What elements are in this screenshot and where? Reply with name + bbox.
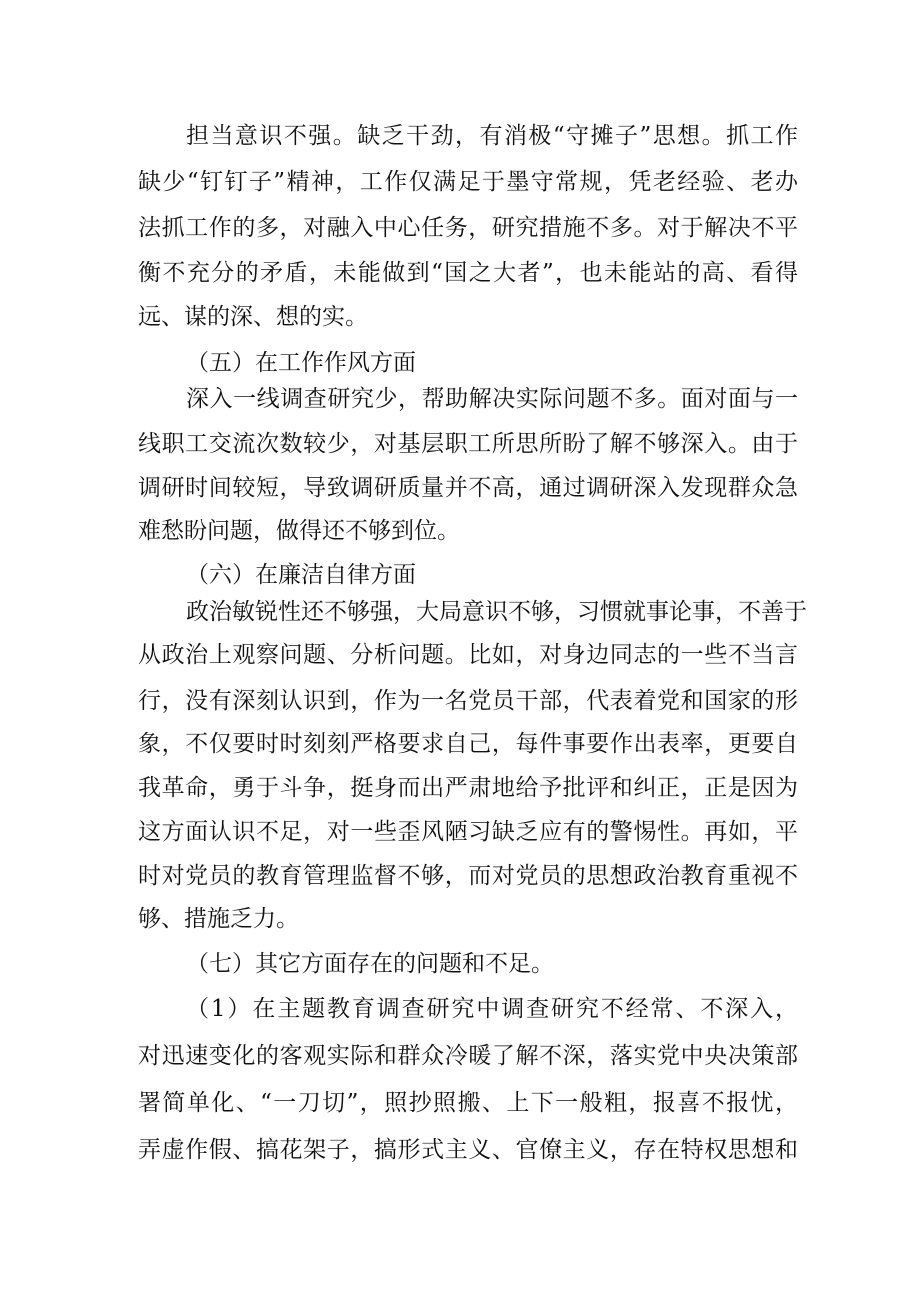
paragraph-line: 衡不充分的矛盾，未能做到“国之大者”，也未能站的高、看得 (138, 260, 798, 286)
paragraph-line: 署简单化、“一刀切”，照抄照搬、上下一般粗，报喜不报忧， (138, 1090, 798, 1116)
paragraph-line: （1）在主题教育调查研究中调查研究不经常、不深入， (186, 996, 798, 1022)
section-heading-7: （七）其它方面存在的问题和不足。 (186, 951, 554, 977)
paragraph-line: 担当意识不强。缺乏干劲，有消极“守摊子”思想。抓工作 (186, 123, 798, 149)
paragraph-line: 行，没有深刻认识到，作为一名党员干部，代表着党和国家的形 (138, 688, 798, 714)
paragraph-line: 弄虚作假、搞花架子，搞形式主义、官僚主义，存在特权思想和 (138, 1137, 798, 1163)
paragraph-line: 从政治上观察问题、分析问题。比如，对身边同志的一些不当言 (138, 642, 798, 668)
paragraph-line: 对迅速变化的客观实际和群众冷暖了解不深，落实党中央决策部 (138, 1043, 798, 1069)
paragraph-line: 这方面认识不足，对一些歪风陋习缺乏应有的警惕性。再如，平 (138, 819, 798, 845)
paragraph-line: 深入一线调查研究少，帮助解决实际问题不多。面对面与一 (186, 386, 798, 412)
paragraph-line: 远、谋的深、想的实。 (138, 304, 368, 330)
paragraph-line: 政治敏锐性还不够强，大局意识不够，习惯就事论事，不善于 (186, 599, 807, 625)
paragraph-line: 线职工交流次数较少，对基层职工所思所盼了解不够深入。由于 (138, 431, 798, 457)
paragraph-line: 够、措施乏力。 (138, 906, 299, 932)
paragraph-line: 法抓工作的多，对融入中心任务，研究措施不多。对于解决不平 (138, 215, 798, 241)
section-heading-5: （五）在工作作风方面 (186, 350, 416, 376)
paragraph-line: 象，不仅要时时刻刻严格要求自己，每件事要作出表率，更要自 (138, 731, 798, 757)
section-heading-6: （六）在廉洁自律方面 (186, 562, 416, 588)
paragraph-line: 调研时间较短，导致调研质量并不高，通过调研深入发现群众急 (138, 475, 798, 501)
paragraph-line: 我革命，勇于斗争，挺身而出严肃地给予批评和纠正，正是因为 (138, 775, 798, 801)
paragraph-line: 时对党员的教育管理监督不够，而对党员的思想政治教育重视不 (138, 863, 798, 889)
paragraph-line: 难愁盼问题，做得还不够到位。 (138, 518, 460, 544)
paragraph-line: 缺少“钉钉子”精神，工作仅满足于墨守常规，凭老经验、老办 (138, 169, 798, 195)
